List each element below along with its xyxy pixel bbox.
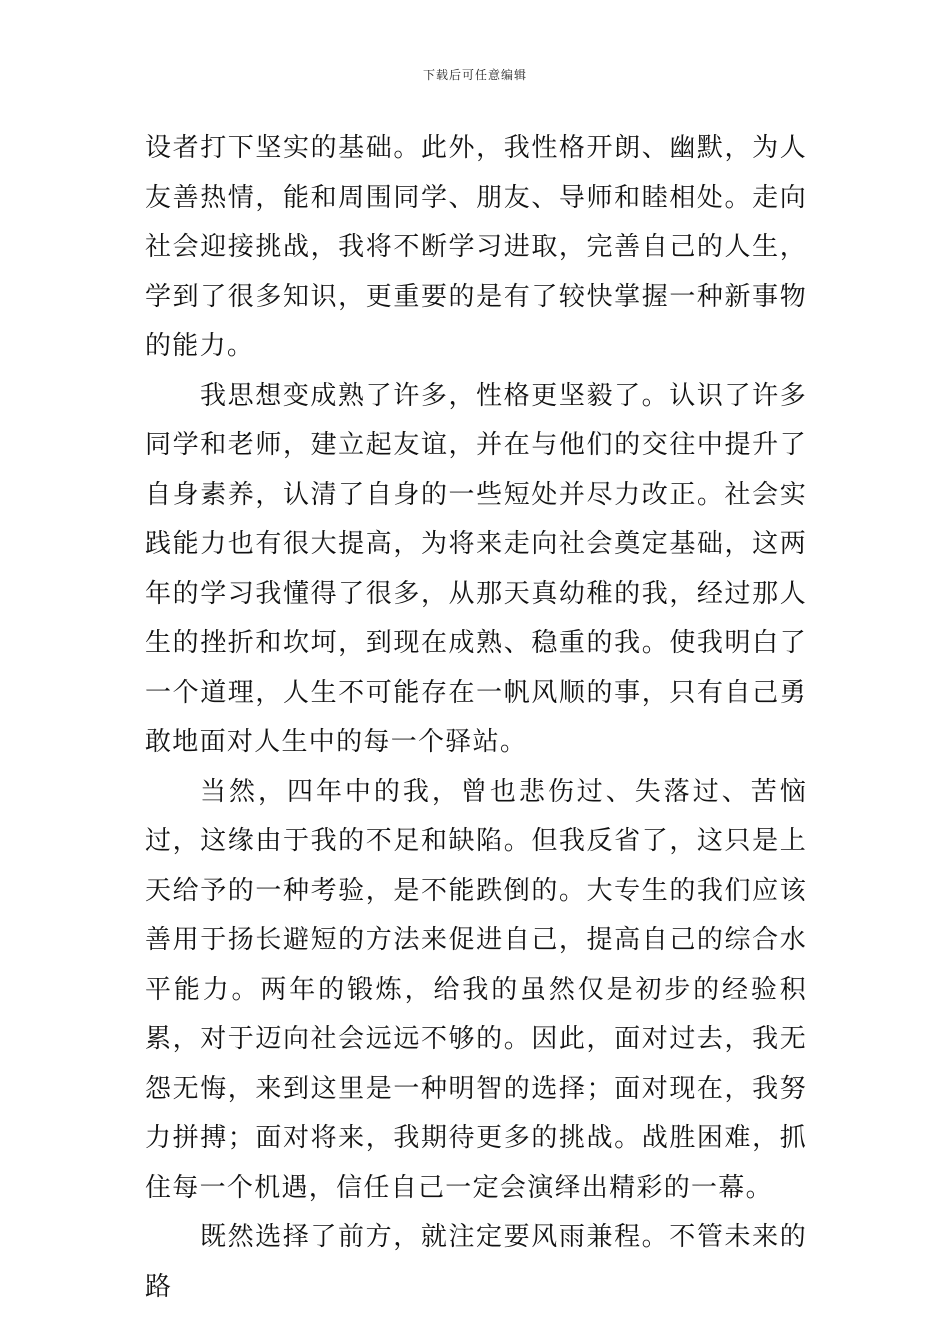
paragraph-4: 既然选择了前方，就注定要风雨兼程。不管未来的路 — [145, 1222, 807, 1302]
document-body — [145, 124, 807, 1312]
paragraph-3: 当然，四年中的我，曾也悲伤过、失落过、苦恼过，这缘由于我的不足和缺陷。但我反省了，这只是上天给予的一种考验，是不能跌倒的。大专生的我们应该善用于扬长避短的方法来促进自己，提高自己的综合水平能力。两年的锻炼，给我的虽然仅是初步的经验积累，对于迈向社会远远不够的。因此，面对过去，我无怨无悔，来到这里是一种明智的选择；面对现在，我努力拼搏；面对将来，我期待更多的挑战。战胜困难，抓住每一个机遇，信任自己一定会演绎出精彩的一幕。 — [145, 776, 807, 1203]
paragraph-2: 我思想变成熟了许多，性格更坚毅了。认识了许多同学和老师，建立起友谊，并在与他们的交往中提升了自身素养，认清了自身的一些短处并尽力改正。社会实践能力也有很大提高，为将来走向社会奠定基础，这两年的学习我懂得了很多，从那天真幼稚的我，经过那人生的挫折和坎坷，到现在成熟、稳重的我。使我明白了一个道理，人生不可能存在一帆风顺的事，只有自己勇敢地面对人生中的每一个驿站。 — [145, 380, 807, 757]
paragraph-1: 设者打下坚实的基础。此外，我性格开朗、幽默，为人友善热情，能和周围同学、朋友、导师和睦相处。走向社会迎接挑战，我将不断学习进取，完善自己的人生，学到了很多知识，更重要的是有了较快掌握一种新事物的能力。 — [145, 133, 807, 361]
page-header: 下载后可任意编辑 — [422, 68, 527, 82]
